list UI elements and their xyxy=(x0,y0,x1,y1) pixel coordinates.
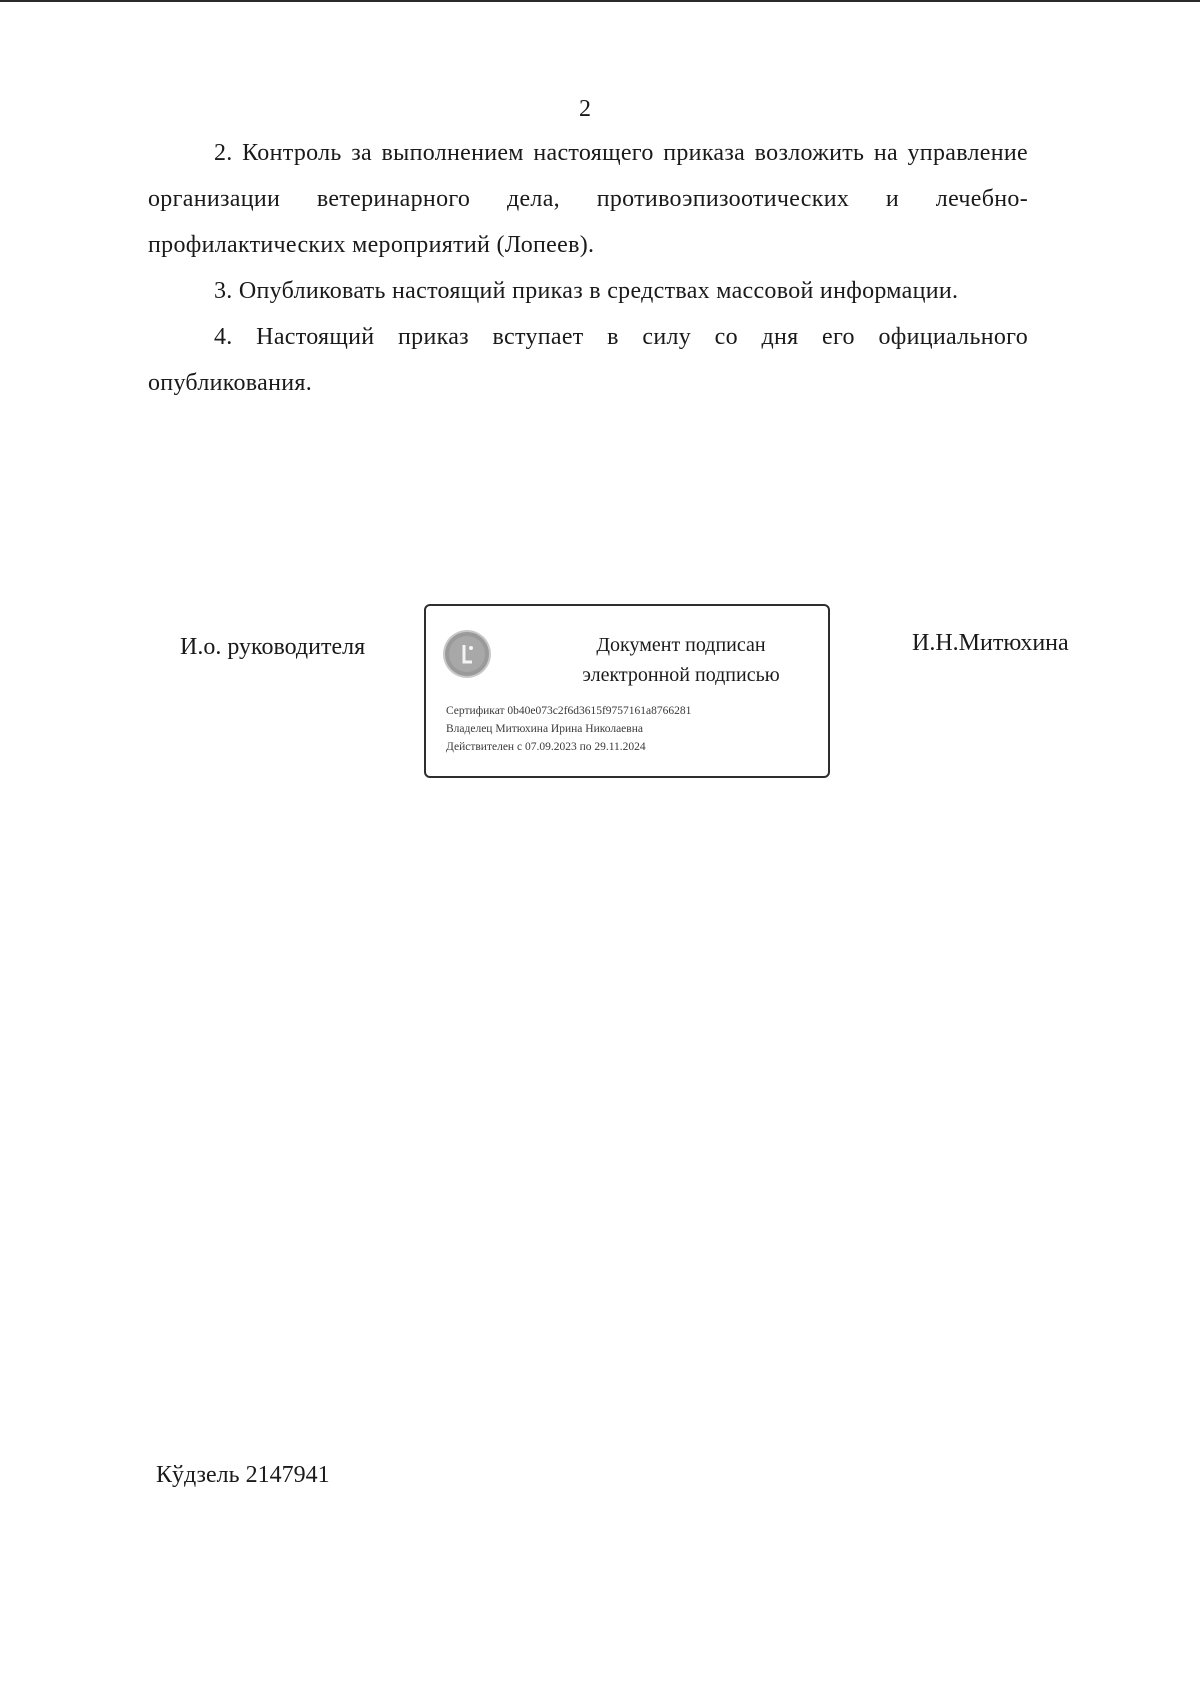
paragraph-effective: 4. Настоящий приказ вступает в силу со дня его официального опубликования. xyxy=(148,324,1028,396)
owner-line: Владелец Митюхина Ирина Николаевна xyxy=(446,723,643,735)
paragraph-control: 2. Контроль за выполнением настоящего приказа возложить на управление организации ветеринарного дела, противоэпизоотических и лечебно-профилактических мероприятий (Лопеев). xyxy=(148,140,1028,258)
electronic-signature-stamp xyxy=(424,604,830,778)
signer-name: И.Н.Митюхина xyxy=(912,630,1069,656)
document-footer-code: Кўдзель 2147941 xyxy=(156,1462,330,1488)
emblem-icon xyxy=(445,632,489,676)
certificate-line: Сертификат 0b40e073c2f6d3615f9757161a8766281 xyxy=(446,705,692,717)
signer-position: И.о. руководителя xyxy=(180,634,366,660)
page-number: 2 xyxy=(579,96,591,122)
stamp-heading-line1: Документ подписан xyxy=(596,634,766,656)
stamp-details xyxy=(446,702,821,756)
signature-block xyxy=(0,600,1200,790)
stamp-heading-line2: электронной подписью xyxy=(582,664,780,686)
stamp-heading xyxy=(536,630,826,690)
page-top-border xyxy=(0,0,1200,2)
order-body xyxy=(148,130,1028,406)
validity-line: Действителен с 07.09.2023 по 29.11.2024 xyxy=(446,741,646,753)
paragraph-publish: 3. Опубликовать настоящий приказ в средствах массовой информации. xyxy=(214,278,959,304)
